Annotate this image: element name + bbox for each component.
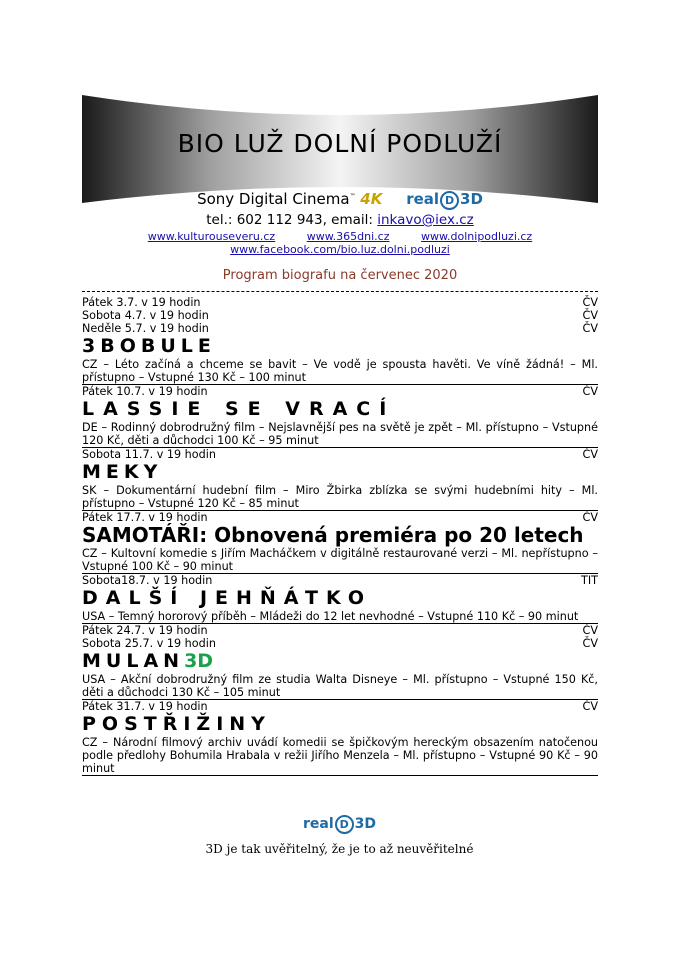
film-entry xyxy=(82,448,598,510)
film-description: SK – Dokumentární hudební film – Miro Žbirka zblízka se svými hudebními hity – Ml. přístupno – Vstupné 120 Kč – 85 minut xyxy=(82,484,598,510)
link-facebook[interactable]: www.facebook.com/bio.luz.dolni.podluzi xyxy=(230,243,450,256)
web-links xyxy=(82,230,598,256)
header-banner xyxy=(82,95,598,203)
screening-date: Pátek 31.7. v 19 hodin ČV xyxy=(82,700,598,713)
link-kulturouseveru[interactable]: www.kulturouseveru.cz xyxy=(147,230,276,243)
screening-date: Pátek 10.7. v 19 hodin ČV xyxy=(82,385,598,398)
contact-phone: tel.: 602 112 943, email: xyxy=(206,212,378,228)
film-description: CZ – Kultovní komedie s Jiřím Macháčkem v digitálně restaurované verzi – Ml. nepřístupno – Vstupné 100 Kč – 90 minut xyxy=(82,547,598,573)
film-title: MULAN3D xyxy=(82,650,214,672)
screening-date: Pátek 3.7. v 19 hodin ČV xyxy=(82,296,598,309)
screening-date: Sobota 11.7. v 19 hodin ČV xyxy=(82,448,598,461)
divider xyxy=(82,775,598,776)
film-entry xyxy=(82,385,598,447)
screening-date: Sobota18.7. v 19 hodin TIT xyxy=(82,574,598,587)
film-description: CZ – Léto začíná a chceme se bavit – Ve vodě je spousta havěti. Ve víně žádná! – Ml. přístupno – Vstupné 130 Kč – 100 minut xyxy=(82,358,598,384)
film-title-3d: 3D xyxy=(184,650,214,672)
link-dolnipodluzi[interactable]: www.dolnipodluzi.cz xyxy=(421,230,533,243)
screening-date: Sobota 4.7. v 19 hodin ČV xyxy=(82,309,598,322)
dashed-divider xyxy=(82,291,598,292)
film-entry xyxy=(82,511,598,573)
film-title: 3BOBULE xyxy=(82,335,216,357)
film-title: DALŠÍ JEHŇÁTKO xyxy=(82,587,373,609)
screening-date: Sobota 25.7. v 19 hodin ČV xyxy=(82,637,598,650)
film-title: POSTŘIŽINY xyxy=(82,713,271,735)
email-link[interactable]: inkavo@iex.cz xyxy=(377,212,474,228)
contact-line xyxy=(82,212,598,228)
brand-row: Sony Digital Cinema™ 4K real D 3D xyxy=(197,190,483,208)
reald-logo: real D 3D xyxy=(406,190,483,208)
screening-date: Pátek 17.7. v 19 hodin ČV xyxy=(82,511,598,524)
film-description: DE – Rodinný dobrodružný film – Nejslavnější pes na světě je zpět – Ml. přístupno – Vstupné 120 Kč, děti a důchodci 100 Kč – 95 minut xyxy=(82,421,598,447)
film-description: USA – Temný hororový příběh – Mládeži do 12 let nevhodné – Vstupné 110 Kč – 90 minut xyxy=(82,610,579,623)
screening-date: Pátek 24.7. v 19 hodin ČV xyxy=(82,624,598,637)
program-title: Program biografu na červenec 2020 xyxy=(222,268,458,283)
film-title: LASSIE SE VRACÍ xyxy=(82,398,396,420)
sony-brand: Sony Digital Cinema xyxy=(197,190,350,208)
film-description: CZ – Národní filmový archiv uvádí komedii se špičkovým hereckým obsazením natočenou podle předlohy Bohumila Hrabala v režii Jiřího Menzela – Ml. přístupno – Vstupné 90 Kč – 90 minut xyxy=(82,736,598,775)
screening-date: Neděle 5.7. v 19 hodin ČV xyxy=(82,322,598,335)
film-title: MEKY xyxy=(82,461,163,483)
cinema-name: BIO LUŽ DOLNÍ PODLUŽÍ xyxy=(177,129,503,158)
film-entry xyxy=(82,296,598,384)
link-365dni[interactable]: www.365dni.cz xyxy=(306,230,390,243)
footer-reald-logo: real D 3D xyxy=(302,816,377,832)
film-entry xyxy=(82,574,598,623)
footer-tagline: 3D je tak uvěřitelný, že je to až neuvěřitelné xyxy=(205,842,474,856)
film-title: SAMOTÁŘI: Obnovená premiéra po 20 letech xyxy=(82,523,584,547)
film-entry xyxy=(82,700,598,775)
film-description: USA – Akční dobrodružný film ze studia Walta Disneye – Ml. přístupno – Vstupné 150 Kč, děti a důchodci 130 Kč – 105 minut xyxy=(82,673,598,699)
film-list xyxy=(82,296,598,776)
film-entry xyxy=(82,624,598,699)
brand-4k: 4K xyxy=(360,190,383,208)
